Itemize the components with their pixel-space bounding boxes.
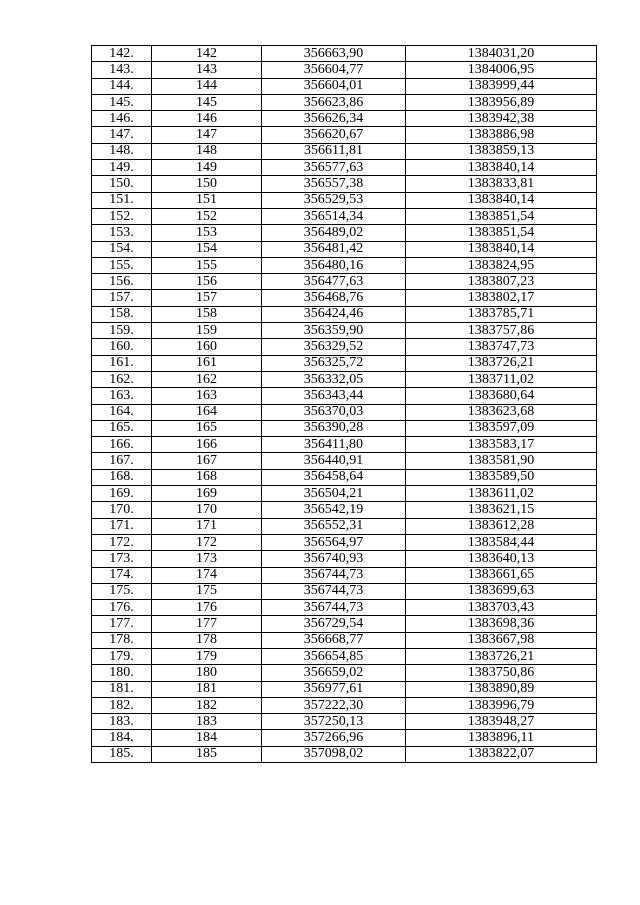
point-number-cell: 152 <box>152 208 262 224</box>
table-row <box>92 78 597 94</box>
point-number-cell: 155 <box>152 257 262 273</box>
x-coordinate-cell: 356659,02 <box>262 665 406 681</box>
row-index-cell: 174. <box>92 567 152 583</box>
x-coordinate-cell: 356552,31 <box>262 518 406 534</box>
x-coordinate-cell: 357098,02 <box>262 746 406 762</box>
table-row <box>92 241 597 257</box>
x-coordinate-cell: 357266,96 <box>262 730 406 746</box>
row-index-cell: 144. <box>92 78 152 94</box>
point-number-cell: 159 <box>152 323 262 339</box>
table-row <box>92 600 597 616</box>
table-row <box>92 616 597 632</box>
x-coordinate-cell: 356626,34 <box>262 111 406 127</box>
point-number-cell: 179 <box>152 648 262 664</box>
row-index-cell: 168. <box>92 469 152 485</box>
x-coordinate-cell: 356390,28 <box>262 420 406 436</box>
y-coordinate-cell: 1384006,95 <box>406 62 597 78</box>
y-coordinate-cell: 1383623,68 <box>406 404 597 420</box>
row-index-cell: 164. <box>92 404 152 420</box>
table-row <box>92 192 597 208</box>
point-number-cell: 142 <box>152 46 262 62</box>
point-number-cell: 156 <box>152 274 262 290</box>
table-row <box>92 437 597 453</box>
table-row <box>92 274 597 290</box>
y-coordinate-cell: 1383698,36 <box>406 616 597 632</box>
row-index-cell: 148. <box>92 143 152 159</box>
table-row <box>92 257 597 273</box>
point-number-cell: 147 <box>152 127 262 143</box>
row-index-cell: 178. <box>92 632 152 648</box>
point-number-cell: 150 <box>152 176 262 192</box>
table-row <box>92 567 597 583</box>
table-row <box>92 420 597 436</box>
point-number-cell: 154 <box>152 241 262 257</box>
row-index-cell: 163. <box>92 388 152 404</box>
x-coordinate-cell: 356458,64 <box>262 469 406 485</box>
point-number-cell: 143 <box>152 62 262 78</box>
point-number-cell: 175 <box>152 583 262 599</box>
table-row <box>92 583 597 599</box>
point-number-cell: 149 <box>152 160 262 176</box>
x-coordinate-cell: 356663,90 <box>262 46 406 62</box>
row-index-cell: 179. <box>92 648 152 664</box>
x-coordinate-cell: 356514,34 <box>262 208 406 224</box>
row-index-cell: 169. <box>92 486 152 502</box>
point-number-cell: 176 <box>152 600 262 616</box>
y-coordinate-cell: 1383621,15 <box>406 502 597 518</box>
x-coordinate-cell: 356564,97 <box>262 534 406 550</box>
y-coordinate-cell: 1383583,17 <box>406 437 597 453</box>
point-number-cell: 177 <box>152 616 262 632</box>
table-row <box>92 648 597 664</box>
table-row <box>92 339 597 355</box>
x-coordinate-cell: 356611,81 <box>262 143 406 159</box>
y-coordinate-cell: 1383581,90 <box>406 453 597 469</box>
x-coordinate-cell: 356604,77 <box>262 62 406 78</box>
x-coordinate-cell: 356577,63 <box>262 160 406 176</box>
point-number-cell: 178 <box>152 632 262 648</box>
row-index-cell: 180. <box>92 665 152 681</box>
table-row <box>92 681 597 697</box>
table-row <box>92 46 597 62</box>
y-coordinate-cell: 1383667,98 <box>406 632 597 648</box>
y-coordinate-cell: 1383851,54 <box>406 225 597 241</box>
point-number-cell: 171 <box>152 518 262 534</box>
y-coordinate-cell: 1383822,07 <box>406 746 597 762</box>
table-row <box>92 290 597 306</box>
y-coordinate-cell: 1383999,44 <box>406 78 597 94</box>
point-number-cell: 167 <box>152 453 262 469</box>
table-row <box>92 176 597 192</box>
point-number-cell: 183 <box>152 714 262 730</box>
x-coordinate-cell: 356343,44 <box>262 388 406 404</box>
row-index-cell: 181. <box>92 681 152 697</box>
row-index-cell: 171. <box>92 518 152 534</box>
x-coordinate-cell: 356744,73 <box>262 567 406 583</box>
x-coordinate-cell: 356359,90 <box>262 323 406 339</box>
row-index-cell: 150. <box>92 176 152 192</box>
row-index-cell: 183. <box>92 714 152 730</box>
point-number-cell: 163 <box>152 388 262 404</box>
x-coordinate-cell: 356977,61 <box>262 681 406 697</box>
y-coordinate-cell: 1383840,14 <box>406 160 597 176</box>
point-number-cell: 184 <box>152 730 262 746</box>
point-number-cell: 165 <box>152 420 262 436</box>
y-coordinate-cell: 1383711,02 <box>406 371 597 387</box>
y-coordinate-cell: 1383886,98 <box>406 127 597 143</box>
y-coordinate-cell: 1383785,71 <box>406 306 597 322</box>
row-index-cell: 165. <box>92 420 152 436</box>
y-coordinate-cell: 1383726,21 <box>406 648 597 664</box>
point-number-cell: 161 <box>152 355 262 371</box>
table-row <box>92 486 597 502</box>
point-number-cell: 157 <box>152 290 262 306</box>
point-number-cell: 170 <box>152 502 262 518</box>
x-coordinate-cell: 357250,13 <box>262 714 406 730</box>
point-number-cell: 169 <box>152 486 262 502</box>
point-number-cell: 151 <box>152 192 262 208</box>
point-number-cell: 166 <box>152 437 262 453</box>
table-row <box>92 404 597 420</box>
row-index-cell: 166. <box>92 437 152 453</box>
x-coordinate-cell: 356325,72 <box>262 355 406 371</box>
table-row <box>92 208 597 224</box>
x-coordinate-cell: 356557,38 <box>262 176 406 192</box>
row-index-cell: 153. <box>92 225 152 241</box>
row-index-cell: 145. <box>92 94 152 110</box>
point-number-cell: 180 <box>152 665 262 681</box>
y-coordinate-cell: 1384031,20 <box>406 46 597 62</box>
x-coordinate-cell: 356744,73 <box>262 600 406 616</box>
y-coordinate-cell: 1383896,11 <box>406 730 597 746</box>
table-row <box>92 323 597 339</box>
point-number-cell: 164 <box>152 404 262 420</box>
row-index-cell: 176. <box>92 600 152 616</box>
row-index-cell: 170. <box>92 502 152 518</box>
table-row <box>92 94 597 110</box>
row-index-cell: 152. <box>92 208 152 224</box>
y-coordinate-cell: 1383824,95 <box>406 257 597 273</box>
point-number-cell: 148 <box>152 143 262 159</box>
y-coordinate-cell: 1383747,73 <box>406 339 597 355</box>
point-number-cell: 172 <box>152 534 262 550</box>
row-index-cell: 154. <box>92 241 152 257</box>
point-number-cell: 181 <box>152 681 262 697</box>
table-row <box>92 225 597 241</box>
x-coordinate-cell: 356668,77 <box>262 632 406 648</box>
y-coordinate-cell: 1383611,02 <box>406 486 597 502</box>
row-index-cell: 161. <box>92 355 152 371</box>
x-coordinate-cell: 356468,76 <box>262 290 406 306</box>
row-index-cell: 156. <box>92 274 152 290</box>
table-row <box>92 665 597 681</box>
y-coordinate-cell: 1383956,89 <box>406 94 597 110</box>
x-coordinate-cell: 356329,52 <box>262 339 406 355</box>
table-row <box>92 469 597 485</box>
y-coordinate-cell: 1383661,65 <box>406 567 597 583</box>
y-coordinate-cell: 1383859,13 <box>406 143 597 159</box>
y-coordinate-cell: 1383612,28 <box>406 518 597 534</box>
row-index-cell: 160. <box>92 339 152 355</box>
row-index-cell: 147. <box>92 127 152 143</box>
y-coordinate-cell: 1383851,54 <box>406 208 597 224</box>
x-coordinate-cell: 356411,80 <box>262 437 406 453</box>
table-row <box>92 518 597 534</box>
y-coordinate-cell: 1383942,38 <box>406 111 597 127</box>
point-number-cell: 182 <box>152 697 262 713</box>
y-coordinate-cell: 1383890,89 <box>406 681 597 697</box>
x-coordinate-cell: 356424,46 <box>262 306 406 322</box>
row-index-cell: 142. <box>92 46 152 62</box>
point-number-cell: 144 <box>152 78 262 94</box>
row-index-cell: 158. <box>92 306 152 322</box>
x-coordinate-cell: 356481,42 <box>262 241 406 257</box>
coordinates-table-body <box>92 46 597 763</box>
x-coordinate-cell: 356740,93 <box>262 551 406 567</box>
y-coordinate-cell: 1383703,43 <box>406 600 597 616</box>
y-coordinate-cell: 1383948,27 <box>406 714 597 730</box>
point-number-cell: 168 <box>152 469 262 485</box>
row-index-cell: 162. <box>92 371 152 387</box>
table-row <box>92 127 597 143</box>
y-coordinate-cell: 1383807,23 <box>406 274 597 290</box>
row-index-cell: 159. <box>92 323 152 339</box>
x-coordinate-cell: 356744,73 <box>262 583 406 599</box>
x-coordinate-cell: 356654,85 <box>262 648 406 664</box>
row-index-cell: 151. <box>92 192 152 208</box>
y-coordinate-cell: 1383680,64 <box>406 388 597 404</box>
y-coordinate-cell: 1383584,44 <box>406 534 597 550</box>
table-row <box>92 697 597 713</box>
row-index-cell: 182. <box>92 697 152 713</box>
x-coordinate-cell: 356480,16 <box>262 257 406 273</box>
x-coordinate-cell: 356489,02 <box>262 225 406 241</box>
row-index-cell: 177. <box>92 616 152 632</box>
y-coordinate-cell: 1383699,63 <box>406 583 597 599</box>
row-index-cell: 184. <box>92 730 152 746</box>
row-index-cell: 172. <box>92 534 152 550</box>
row-index-cell: 146. <box>92 111 152 127</box>
point-number-cell: 153 <box>152 225 262 241</box>
point-number-cell: 185 <box>152 746 262 762</box>
point-number-cell: 162 <box>152 371 262 387</box>
table-row <box>92 143 597 159</box>
row-index-cell: 143. <box>92 62 152 78</box>
point-number-cell: 174 <box>152 567 262 583</box>
x-coordinate-cell: 356370,03 <box>262 404 406 420</box>
coordinates-table <box>91 45 597 763</box>
row-index-cell: 185. <box>92 746 152 762</box>
row-index-cell: 157. <box>92 290 152 306</box>
point-number-cell: 173 <box>152 551 262 567</box>
x-coordinate-cell: 356620,67 <box>262 127 406 143</box>
point-number-cell: 146 <box>152 111 262 127</box>
x-coordinate-cell: 356477,63 <box>262 274 406 290</box>
y-coordinate-cell: 1383750,86 <box>406 665 597 681</box>
x-coordinate-cell: 357222,30 <box>262 697 406 713</box>
y-coordinate-cell: 1383802,17 <box>406 290 597 306</box>
y-coordinate-cell: 1383996,79 <box>406 697 597 713</box>
table-row <box>92 388 597 404</box>
x-coordinate-cell: 356529,53 <box>262 192 406 208</box>
x-coordinate-cell: 356504,21 <box>262 486 406 502</box>
table-row <box>92 746 597 762</box>
table-row <box>92 355 597 371</box>
x-coordinate-cell: 356440,91 <box>262 453 406 469</box>
x-coordinate-cell: 356604,01 <box>262 78 406 94</box>
point-number-cell: 145 <box>152 94 262 110</box>
table-row <box>92 632 597 648</box>
x-coordinate-cell: 356332,05 <box>262 371 406 387</box>
table-row <box>92 371 597 387</box>
row-index-cell: 149. <box>92 160 152 176</box>
x-coordinate-cell: 356542,19 <box>262 502 406 518</box>
y-coordinate-cell: 1383757,86 <box>406 323 597 339</box>
table-row <box>92 453 597 469</box>
y-coordinate-cell: 1383597,09 <box>406 420 597 436</box>
row-index-cell: 173. <box>92 551 152 567</box>
y-coordinate-cell: 1383840,14 <box>406 192 597 208</box>
x-coordinate-cell: 356623,86 <box>262 94 406 110</box>
y-coordinate-cell: 1383833,81 <box>406 176 597 192</box>
y-coordinate-cell: 1383640,13 <box>406 551 597 567</box>
point-number-cell: 158 <box>152 306 262 322</box>
point-number-cell: 160 <box>152 339 262 355</box>
table-row <box>92 111 597 127</box>
row-index-cell: 155. <box>92 257 152 273</box>
table-row <box>92 502 597 518</box>
table-row <box>92 306 597 322</box>
table-row <box>92 730 597 746</box>
row-index-cell: 175. <box>92 583 152 599</box>
x-coordinate-cell: 356729,54 <box>262 616 406 632</box>
y-coordinate-cell: 1383840,14 <box>406 241 597 257</box>
table-row <box>92 62 597 78</box>
y-coordinate-cell: 1383726,21 <box>406 355 597 371</box>
table-row <box>92 714 597 730</box>
table-row <box>92 160 597 176</box>
table-row <box>92 534 597 550</box>
table-row <box>92 551 597 567</box>
row-index-cell: 167. <box>92 453 152 469</box>
y-coordinate-cell: 1383589,50 <box>406 469 597 485</box>
